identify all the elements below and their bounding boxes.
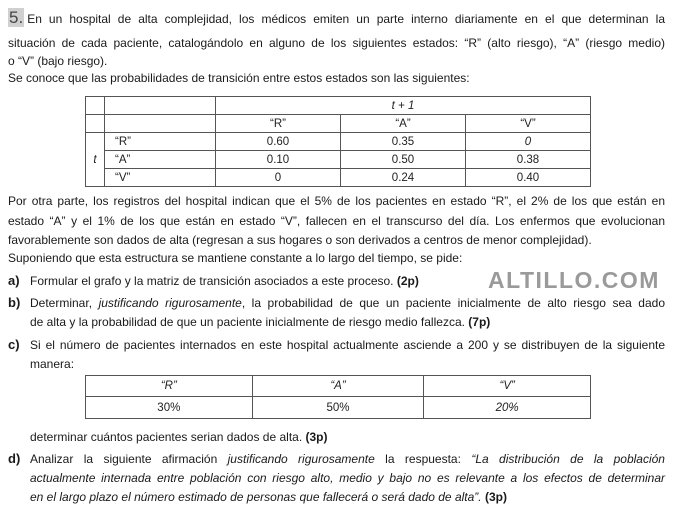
para2-line-1: Por otra parte, los registros del hospital indican que el 5% de los pacientes en estado “R”, el 2% de los que están en (8, 194, 665, 208)
para2-line-4: Suponiendo que esta estructura se mantiene constante a lo largo del tiempo, se pide: (8, 251, 463, 265)
table-row: “V” 0 0.24 0.40 (86, 169, 591, 187)
intro-line-4: Se conoce que las probabilidades de transición entre estos estados son las siguientes: (8, 71, 470, 85)
intro-line-1: 5. En un hospital de alta complejidad, los médicos emiten un parte interno diariamente en el que determinan la (9, 8, 665, 27)
watermark: ALTILLO.COM (488, 267, 660, 293)
transition-table: t + 1 “R” “A” “V” t “R” 0.60 0.35 0 “A” 0.10 0.50 0.38 “V” 0 0.24 0.40 (85, 96, 591, 187)
item-c-after: determinar cuántos pacientes serian dados de alta. (3p) (30, 430, 328, 444)
table-row: 30% 50% 20% (86, 397, 591, 419)
para2-line-3: favorablemente son dados de alta (regresan a sus hogares o son derivados a centros de menor complejidad). (8, 233, 592, 247)
intro-line-3: o “V” (bajo riesgo). (8, 54, 108, 68)
table-row: “A” 0.10 0.50 0.38 (86, 151, 591, 169)
table-row: t “R” 0.60 0.35 0 (86, 133, 591, 151)
intro-line-2: situación de cada paciente, catalogándolo en alguno de los siguientes estados: “R” (alto riesgo), “A” (riesgo medio) (8, 36, 665, 50)
distribution-table: “R” “A” “V” 30% 50% 20% (85, 375, 591, 419)
para2-line-2: estado “A” y el 1% de los que están en estado “V”, fallecen en el transcurso del día. Los enfermos que evolucionan (8, 214, 665, 228)
problem-number: 5. (9, 8, 24, 27)
